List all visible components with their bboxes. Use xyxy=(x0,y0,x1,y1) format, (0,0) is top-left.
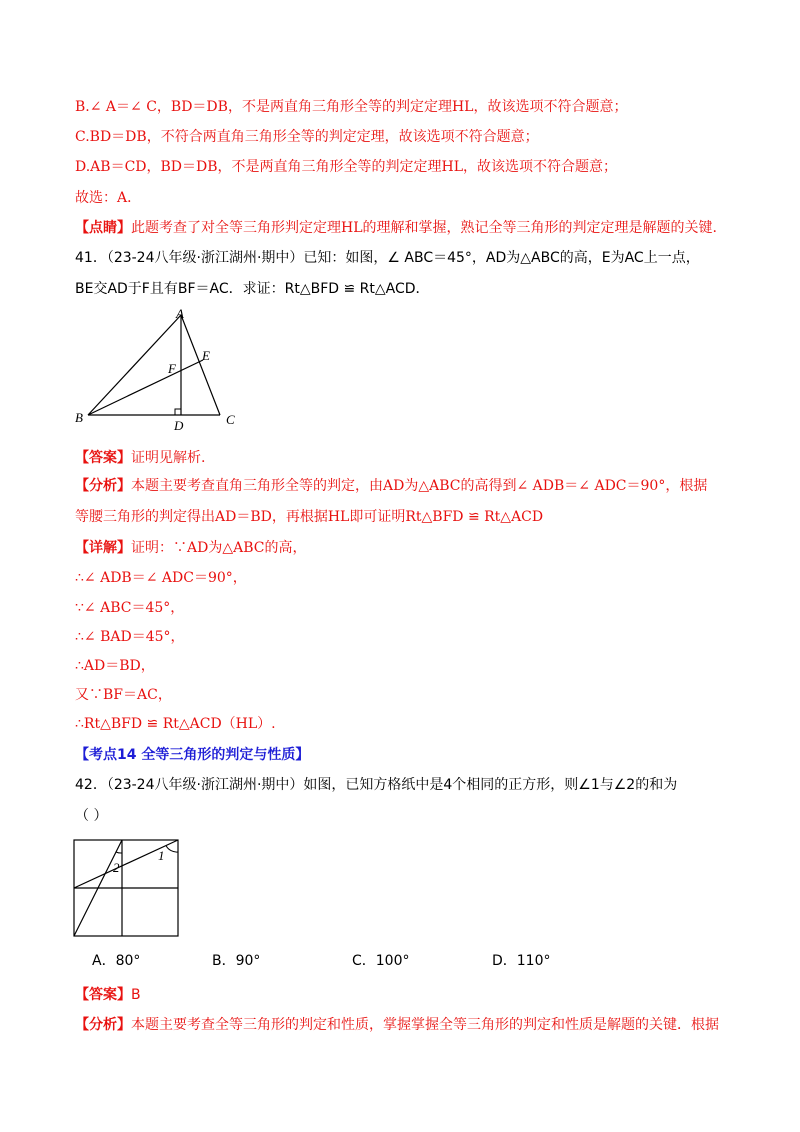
option-b-explanation: B.∠ A＝∠ C，BD＝DB，不是两直角三角形全等的判定定理HL，故该选项不符合题意； xyxy=(75,99,628,115)
answer-tag: 【答案】 xyxy=(75,450,131,466)
answer-tag: 【答案】 xyxy=(75,987,131,1003)
choice-a: A．80° xyxy=(92,953,141,969)
detail-text: 证明：∵AD为△ABC的高， xyxy=(131,540,307,556)
comment-text: 此题考查了对全等三角形判定定理HL的理解和掌握，熟记全等三角形的判定定理是解题的关键. xyxy=(131,220,717,236)
detail-41-line5: ∴AD＝BD， xyxy=(75,658,155,674)
detail-41-line2: ∴∠ ADB＝∠ ADC＝90°， xyxy=(75,570,247,586)
choice-b: B．90° xyxy=(212,953,261,969)
answer-text: B xyxy=(131,987,141,1003)
detail-41-line4: ∴∠ BAD＝45°， xyxy=(75,629,185,645)
answer-41 xyxy=(75,448,205,468)
label-e: E xyxy=(202,348,210,363)
question-42-line2: （ ） xyxy=(75,808,108,824)
analysis-text: 本题主要考查直角三角形全等的判定，由AD为△ABC的高得到∠ ADB＝∠ ADC＝90°，根据 xyxy=(131,478,708,494)
analysis-tag: 【分析】 xyxy=(75,478,131,494)
comment-tag: 【点睛】 xyxy=(75,220,131,236)
answer-choice-line: 故选：A． xyxy=(75,190,142,206)
label-a: A xyxy=(176,306,184,321)
label-d: D xyxy=(174,418,184,433)
detail-41-line1 xyxy=(75,538,306,558)
label-c: C xyxy=(226,412,235,427)
answer-text: 证明见解析. xyxy=(131,450,206,466)
choice-c: C．100° xyxy=(352,953,410,969)
label-b: B xyxy=(75,410,83,425)
choice-d: D．110° xyxy=(492,953,551,969)
question-42-line1: 42．（23-24八年级·浙江湖州·期中）如图，已知方格纸中是4个相同的正方形，则∠1与∠2的和为 xyxy=(75,777,678,793)
label-f: F xyxy=(168,361,176,376)
detail-41-line3: ∵∠ ABC＝45°， xyxy=(75,600,185,616)
analysis-41-line2: 等腰三角形的判定得出AD＝BD，再根据HL即可证明Rt△BFD ≌ Rt△ACD xyxy=(75,509,544,525)
analysis-42-line1 xyxy=(75,1015,719,1035)
comment-line xyxy=(75,218,717,238)
analysis-41-line1 xyxy=(75,476,707,496)
figure-41-triangle xyxy=(70,305,250,435)
question-41-line2: BE交AD于F且有BF＝AC．求证：Rt△BFD ≌ Rt△ACD． xyxy=(75,281,430,297)
option-c-explanation: C.BD＝DB，不符合两直角三角形全等的判定定理，故该选项不符合题意； xyxy=(75,129,539,145)
answer-42 xyxy=(75,985,141,1005)
section-heading-14: 【考点14 全等三角形的判定与性质】 xyxy=(75,747,310,763)
detail-41-line6: 又∵BF＝AC， xyxy=(75,687,172,703)
angle-1-label: 1 xyxy=(158,848,165,863)
detail-tag: 【详解】 xyxy=(75,540,131,556)
option-d-explanation: D.AB＝CD，BD＝DB，不是两直角三角形全等的判定定理HL，故该选项不符合题意； xyxy=(75,159,618,175)
question-41-line1: 41．（23-24八年级·浙江湖州·期中）已知：如图，∠ ABC＝45°，AD为△ABC的高，E为AC上一点， xyxy=(75,250,700,266)
figure-42-grid xyxy=(70,834,182,938)
analysis-text: 本题主要考查全等三角形的判定和性质，掌握掌握全等三角形的判定和性质是解题的关键．根据 xyxy=(131,1017,719,1033)
detail-41-line7: ∴Rt△BFD ≌ Rt△ACD（HL）. xyxy=(75,716,276,732)
angle-2-label: 2 xyxy=(113,860,120,875)
analysis-tag: 【分析】 xyxy=(75,1017,131,1033)
